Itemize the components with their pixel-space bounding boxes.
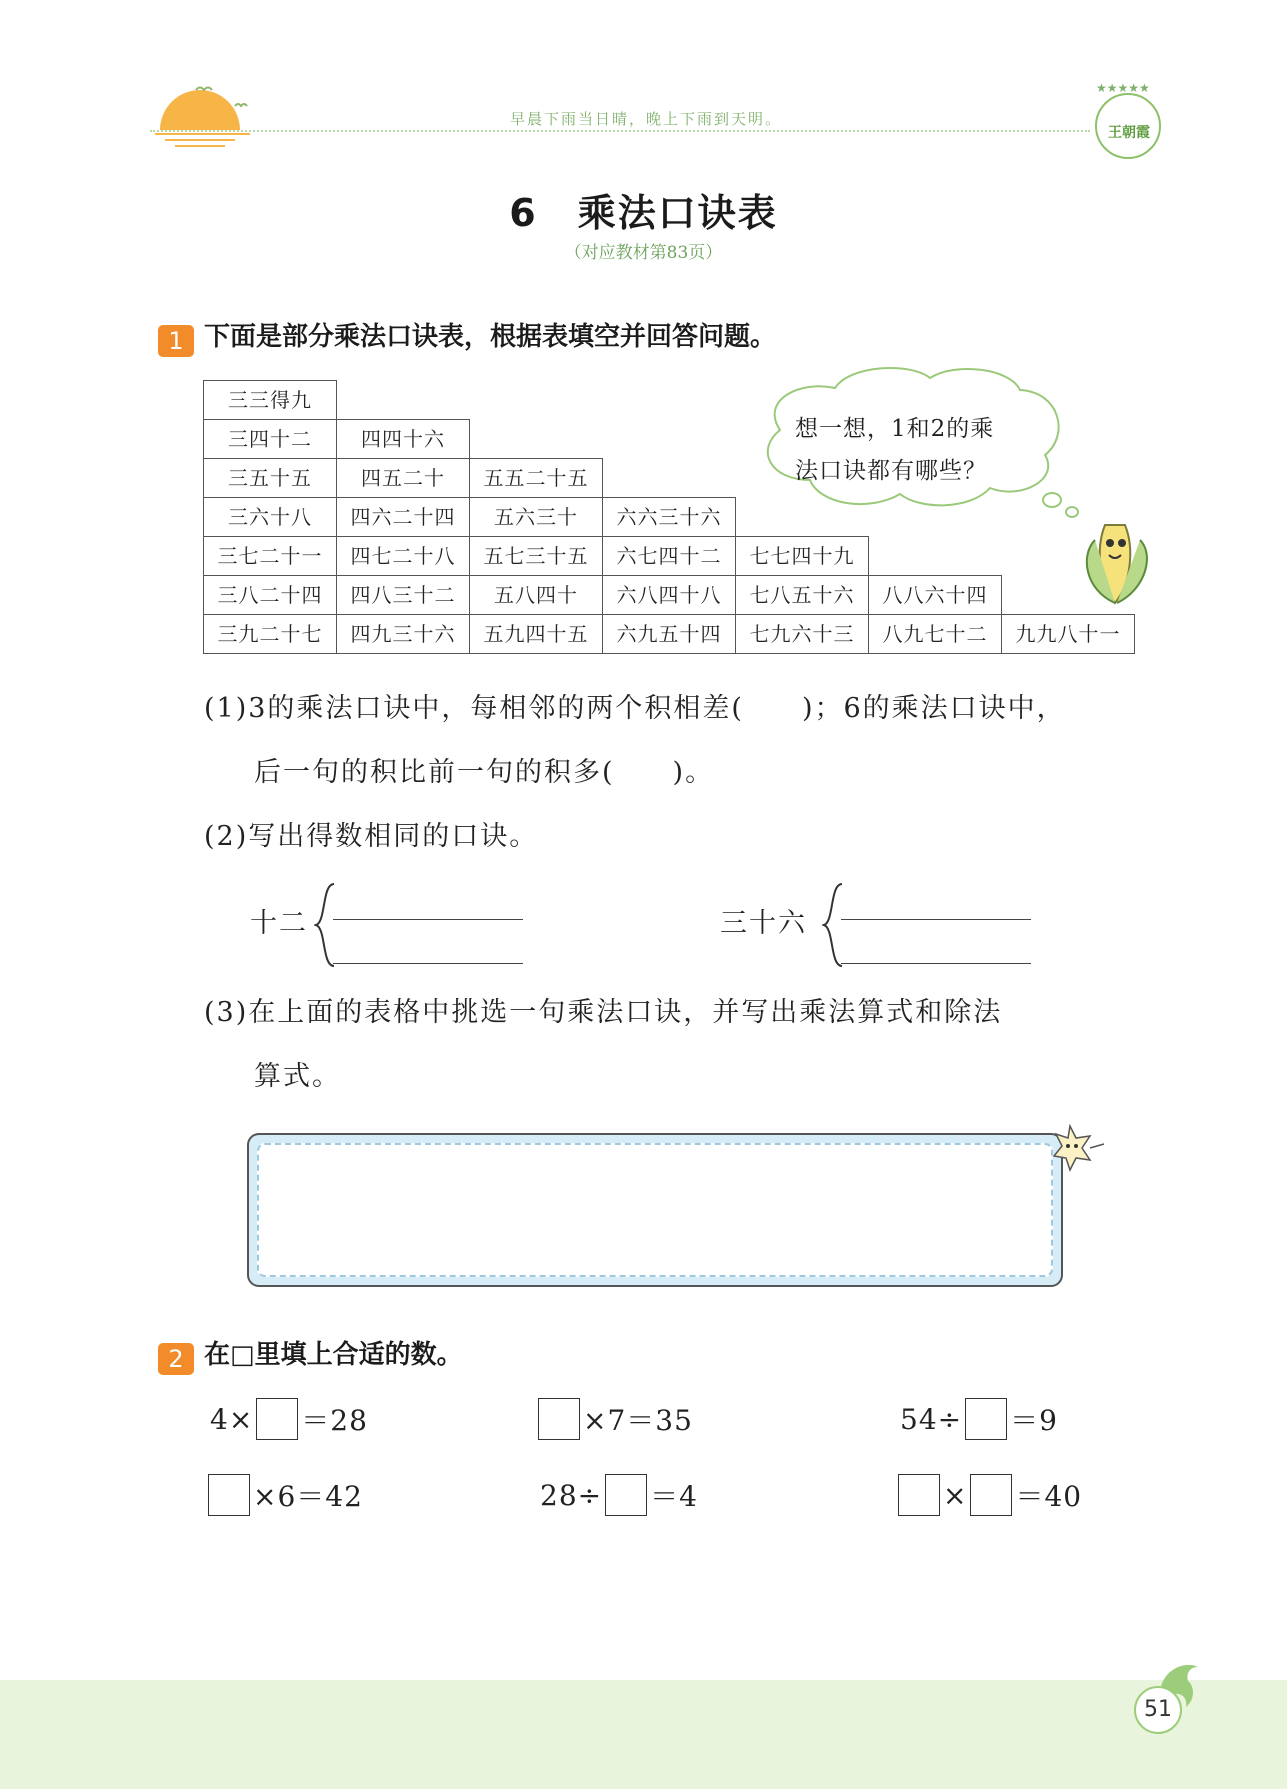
equation-1-before: 4× [210,1402,254,1436]
table-cell: 三六十八 [203,497,337,537]
equation-3-before: 54÷ [900,1402,963,1436]
section1-heading-text: 下面是部分乘法口诀表，根据表填空并回答问题。 [204,322,777,352]
right-brace-icon [822,882,844,968]
page-title: 6 乘法口诀表 [509,191,778,235]
table-cell: 六七四十二 [602,536,736,576]
equation-1-after: ＝28 [301,1404,368,1437]
table-cell: 三八二十四 [203,575,337,615]
question-3-line-2: 算式。 [254,1061,341,1092]
q2-left-blank-2[interactable] [333,963,523,964]
table-cell: 七七四十九 [735,536,869,576]
fill-box[interactable] [965,1398,1007,1440]
table-cell: 五七三十五 [469,536,603,576]
page-number: 51 [1134,1686,1182,1734]
q2-right-blank-2[interactable] [841,963,1031,964]
equation-3-after: ＝9 [1010,1404,1058,1437]
q2-left-label: 十二 [250,908,308,939]
table-cell: 五九四十五 [469,614,603,654]
equation-3 [900,1398,1058,1440]
left-brace-icon [314,882,336,968]
table-cell: 四七二十八 [336,536,470,576]
equation-6-after: ＝40 [1015,1480,1083,1513]
table-cell: 七九六十三 [735,614,869,654]
bubble-line-2: 法口诀都有哪些？ [795,458,987,484]
fill-box[interactable] [898,1474,940,1516]
table-cell: 四八三十二 [336,575,470,615]
equation-5-before: 28÷ [540,1478,603,1512]
header-motto: 早晨下雨当日晴，晚上下雨到天明。 [510,110,783,128]
table-cell: 六九五十四 [602,614,736,654]
table-cell: 六八四十八 [602,575,736,615]
table-cell: 三四十二 [203,419,337,459]
equation-1 [210,1398,368,1440]
table-cell: 四九三十六 [336,614,470,654]
fill-box[interactable] [970,1474,1012,1516]
table-cell: 五六三十 [469,497,603,537]
table-cell: 四四十六 [336,419,470,459]
equation-2 [538,1398,693,1440]
table-cell: 三七二十一 [203,536,337,576]
fill-box[interactable] [605,1474,647,1516]
brand-badge-icon [1088,78,1168,164]
table-cell: 五八四十 [469,575,603,615]
answer-box-inner[interactable] [257,1143,1053,1277]
sun-logo-icon [150,78,260,153]
table-cell: 八九七十二 [868,614,1002,654]
question-3-line-1: (3)在上面的表格中挑选一句乘法口诀，并写出乘法算式和除法 [204,997,1003,1028]
q2-left-blank-1[interactable] [333,919,523,920]
bubble-text [795,408,1045,492]
question-1-line-1: (1)3的乘法口诀中，每相邻的两个积相差( )；6的乘法口诀中， [204,693,1066,724]
corn-mascot-icon [1075,505,1165,610]
table-cell: 六六三十六 [602,497,736,537]
fill-box[interactable] [538,1398,580,1440]
brand-badge [1088,78,1168,164]
answer-box[interactable] [247,1133,1063,1287]
equation-4-after: ×6＝42 [253,1480,363,1513]
star-mascot-icon [1048,1122,1108,1174]
equation-5-after: ＝4 [650,1480,698,1513]
equation-4 [208,1474,363,1516]
section1-number: 1 [158,325,194,357]
bubble-line-1: 想一想，1和2的乘 [795,416,995,442]
table-cell: 三九二十七 [203,614,337,654]
section2-heading-text: 在□里填上合适的数。 [204,1340,463,1370]
q2-right-blank-1[interactable] [841,919,1031,920]
fill-box[interactable] [256,1398,298,1440]
equation-6-mid: × [943,1478,968,1512]
svg-text:★★★★★: ★★★★★ [1096,81,1150,95]
question-1-line-2: 后一句的积比前一句的积多( )。 [254,757,715,788]
q2-right-label: 三十六 [720,908,807,939]
footer-band [0,1680,1287,1789]
question-2: (2)写出得数相同的口诀。 [204,821,539,852]
section2-heading [158,1334,463,1375]
table-cell: 三三得九 [203,380,337,420]
page-subtitle: （对应教材第83页） [564,243,723,263]
section1-heading [158,316,776,357]
fill-box[interactable] [208,1474,250,1516]
table-cell: 七八五十六 [735,575,869,615]
equation-6 [898,1474,1082,1516]
brand-name: 王朝霞 [1108,125,1150,141]
equation-5 [540,1474,698,1516]
table-cell: 五五二十五 [469,458,603,498]
section2-number: 2 [158,1343,194,1375]
table-cell: 四五二十 [336,458,470,498]
table-cell: 三五十五 [203,458,337,498]
table-cell: 九九八十一 [1001,614,1135,654]
equation-2-after: ×7＝35 [583,1404,693,1437]
header-divider [150,130,1090,132]
table-cell: 四六二十四 [336,497,470,537]
table-cell: 八八六十四 [868,575,1002,615]
